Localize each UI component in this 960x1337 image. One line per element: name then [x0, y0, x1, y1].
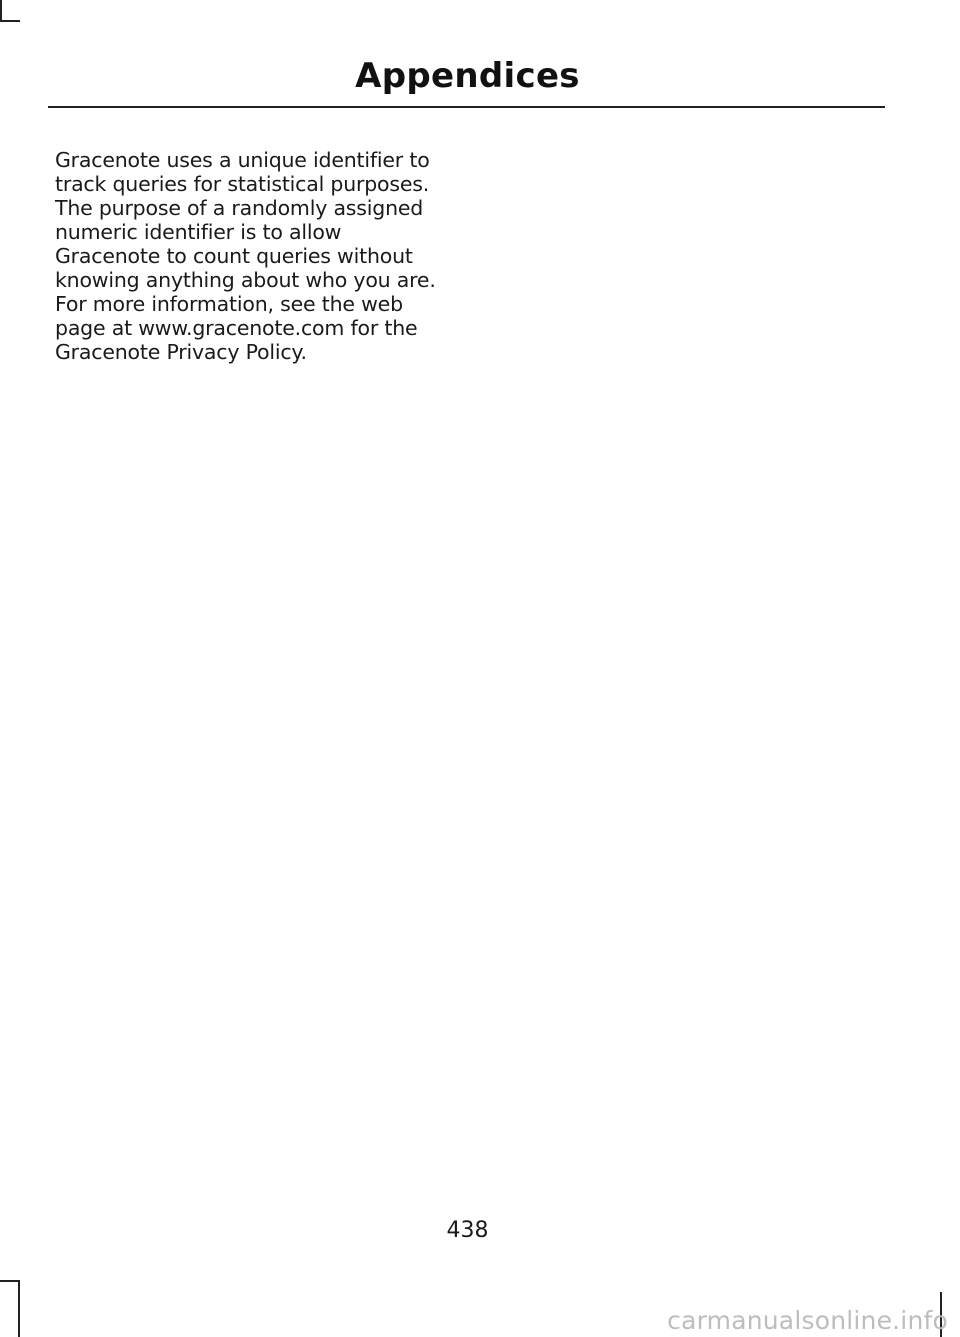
crop-mark-bottom-left-horizontal	[0, 1280, 18, 1282]
body-line: For more information, see the web	[55, 292, 403, 316]
crop-mark-top-left-vertical	[0, 0, 2, 20]
crop-mark-top-left-horizontal	[0, 20, 20, 22]
crop-mark-bottom-left-vertical	[18, 1280, 20, 1337]
body-line: Gracenote to count queries without	[55, 244, 413, 268]
body-line: The purpose of a randomly assigned	[55, 196, 424, 220]
body-line: page at www.gracenote.com for the	[55, 316, 418, 340]
body-paragraph	[55, 148, 465, 364]
body-line: numeric identifier is to allow	[55, 220, 342, 244]
body-line: Gracenote uses a unique identifier to	[55, 148, 430, 172]
body-line: knowing anything about who you are.	[55, 268, 436, 292]
watermark-text: carmanualsonline.info	[667, 1306, 948, 1335]
page-title: Appendices	[355, 56, 580, 96]
body-line: Gracenote Privacy Policy.	[55, 340, 307, 364]
body-line: track queries for statistical purposes.	[55, 172, 430, 196]
header-divider	[48, 106, 885, 108]
page-number: 438	[446, 1218, 489, 1243]
